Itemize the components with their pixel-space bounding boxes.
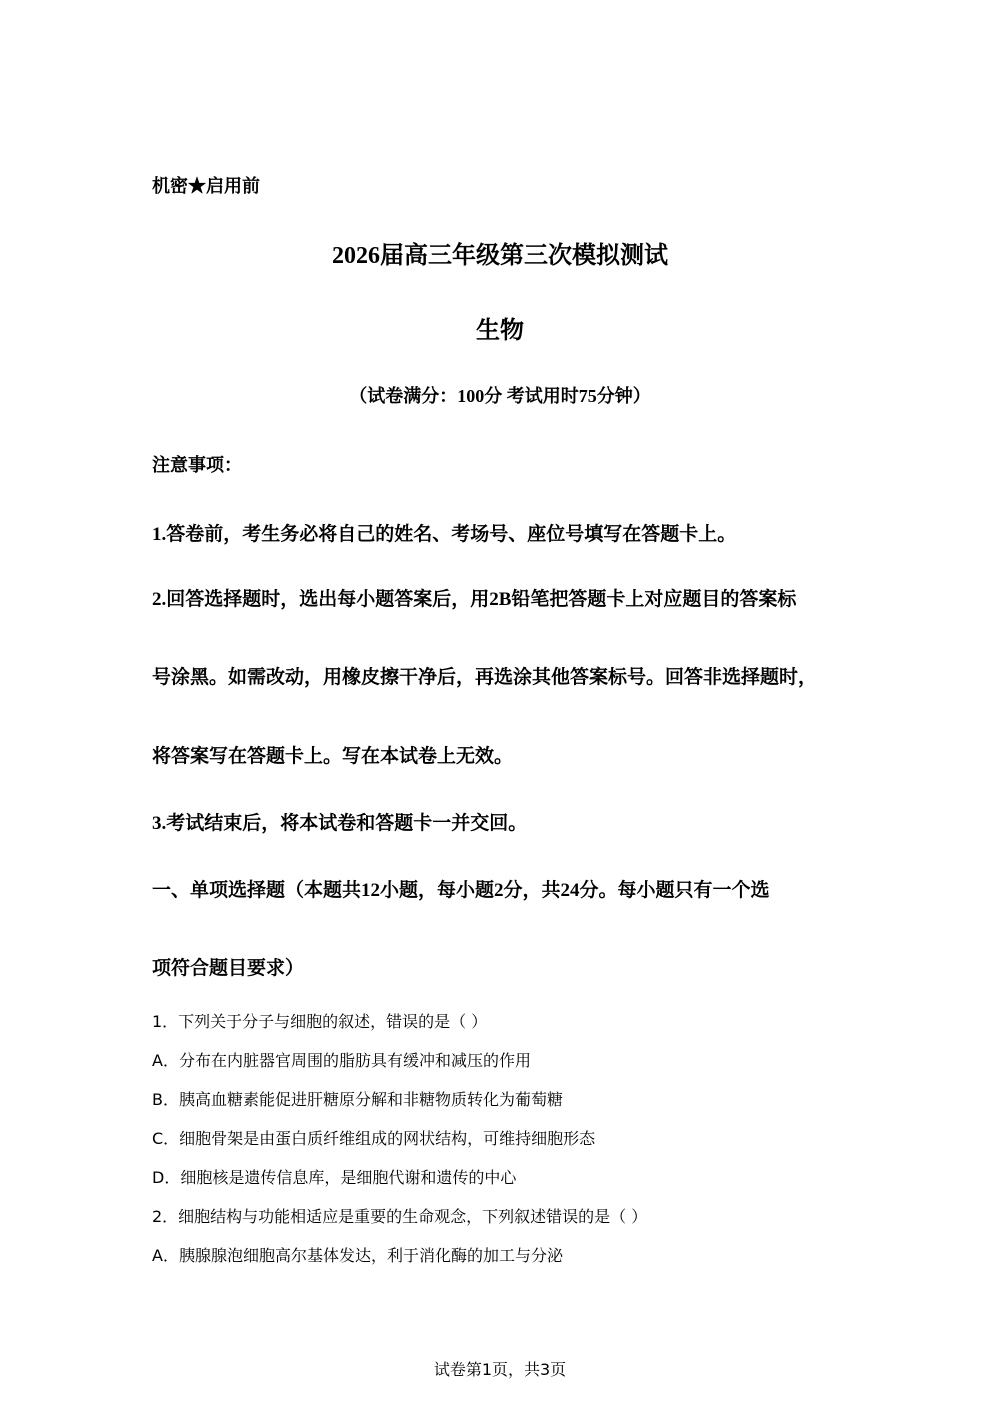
notice-line: 2.回答选择题时，选出每小题答案后，用2B铅笔把答题卡上对应题目的答案标: [152, 589, 797, 610]
page-footer: 试卷第1页，共3页: [433, 1360, 567, 1379]
subject-title: 生物: [476, 318, 524, 344]
question-option: C．细胞骨架是由蛋白质纤维组成的网状结构，可维持细胞形态: [152, 1129, 596, 1148]
confidential-label: 机密★启用前: [152, 176, 260, 196]
exam-title: 2026届高三年级第三次模拟测试: [332, 243, 668, 269]
notice-line: 3.考试结束后，将本试卷和答题卡一并交回。: [152, 813, 528, 834]
question-option: A．分布在内脏器官周围的脂肪具有缓冲和减压的作用: [152, 1051, 531, 1070]
question-option: B．胰高血糖素能促进肝糖原分解和非糖物质转化为葡萄糖: [152, 1090, 563, 1109]
notice-line: 号涂黑。如需改动，用橡皮擦干净后，再选涂其他答案标号。回答非选择题时，: [152, 667, 818, 688]
exam-info: （试卷满分：100分 考试用时75分钟）: [349, 386, 651, 406]
notice-line: 1.答卷前，考生务必将自己的姓名、考场号、座位号填写在答题卡上。: [152, 524, 737, 545]
question-option: A．胰腺腺泡细胞高尔基体发达，利于消化酶的加工与分泌: [152, 1246, 563, 1265]
question-stem: 2．细胞结构与功能相适应是重要的生命观念，下列叙述错误的是（ ）: [152, 1207, 648, 1226]
notice-heading: 注意事项：: [152, 455, 242, 475]
notice-line: 将答案写在答题卡上。写在本试卷上无效。: [152, 746, 514, 767]
question-option: D．细胞核是遗传信息库，是细胞代谢和遗传的中心: [152, 1168, 517, 1187]
section-heading: 一、单项选择题（本题共12小题，每小题2分，共24分。每小题只有一个选: [152, 880, 770, 901]
section-heading: 项符合题目要求）: [152, 958, 305, 979]
question-stem: 1．下列关于分子与细胞的叙述，错误的是（ ）: [152, 1012, 488, 1031]
